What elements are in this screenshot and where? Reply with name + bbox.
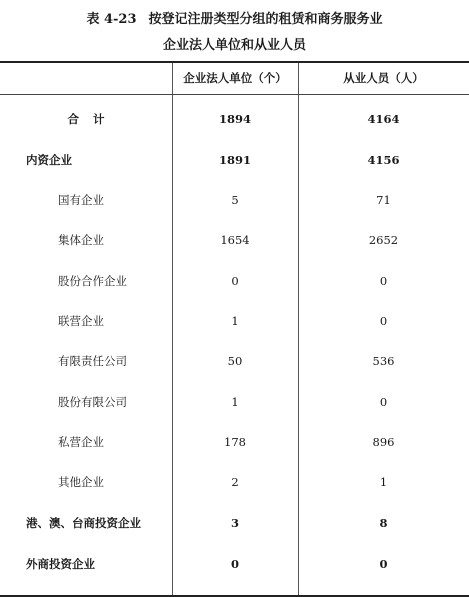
table-title [0, 8, 469, 27]
table-row [0, 351, 469, 371]
row-label: 股份有限公司 [58, 395, 127, 409]
employees-value: 1 [379, 475, 388, 489]
table-row-domestic [0, 150, 469, 170]
row-label: 股份合作企业 [58, 274, 127, 288]
row-label: 外商投资企业 [26, 557, 95, 571]
header-units: 企业法人单位（个） [183, 71, 287, 85]
units-value: 178 [224, 435, 246, 449]
employees-value: 2652 [368, 233, 399, 247]
table-row-total [0, 109, 469, 129]
table-row [0, 230, 469, 250]
table-row [0, 432, 469, 452]
units-value: 50 [227, 354, 243, 368]
units-value: 0 [230, 557, 239, 571]
table-row [0, 392, 469, 412]
table-title-line1: 按登记注册类型分组的租赁和商务服务业 [148, 12, 383, 27]
units-value: 2 [231, 475, 239, 489]
table-header [0, 63, 469, 95]
statistics-table [0, 61, 469, 597]
employees-value: 71 [376, 193, 391, 207]
employees-value: 0 [379, 395, 388, 409]
row-label: 集体企业 [58, 233, 104, 247]
employees-value: 8 [379, 516, 388, 530]
units-value: 1 [231, 395, 239, 409]
employees-value: 896 [372, 435, 395, 449]
employees-value: 4164 [367, 112, 400, 126]
table-row [0, 472, 469, 492]
employees-value: 0 [379, 314, 388, 328]
table-title-line2: 企业法人单位和从业人员 [162, 38, 306, 53]
employees-value: 0 [379, 274, 388, 288]
employees-value: 4156 [367, 153, 400, 167]
units-value: 1654 [220, 233, 250, 247]
table-number: 表 4-23 [86, 12, 137, 27]
units-value: 1891 [218, 153, 251, 167]
table-body [0, 95, 469, 595]
employees-value: 0 [379, 557, 388, 571]
table-row-foreign [0, 554, 469, 574]
row-label: 合计 [67, 112, 119, 126]
table-row [0, 190, 469, 210]
units-value: 0 [231, 274, 239, 288]
row-label: 其他企业 [58, 475, 104, 489]
units-value: 1894 [218, 112, 251, 126]
table-row-hk-macao-taiwan [0, 513, 469, 533]
units-value: 1 [231, 314, 239, 328]
units-value: 5 [231, 193, 239, 207]
row-label: 私营企业 [58, 435, 104, 449]
header-employees: 从业人员（人） [343, 71, 424, 85]
row-label: 有限责任公司 [58, 354, 127, 368]
row-label: 内资企业 [26, 153, 72, 167]
units-value: 3 [230, 516, 239, 530]
table-row [0, 271, 469, 291]
row-label: 国有企业 [58, 193, 104, 207]
employees-value: 536 [372, 354, 395, 368]
row-label: 联营企业 [58, 314, 104, 328]
table-row [0, 311, 469, 331]
row-label: 港、澳、台商投资企业 [26, 516, 141, 530]
